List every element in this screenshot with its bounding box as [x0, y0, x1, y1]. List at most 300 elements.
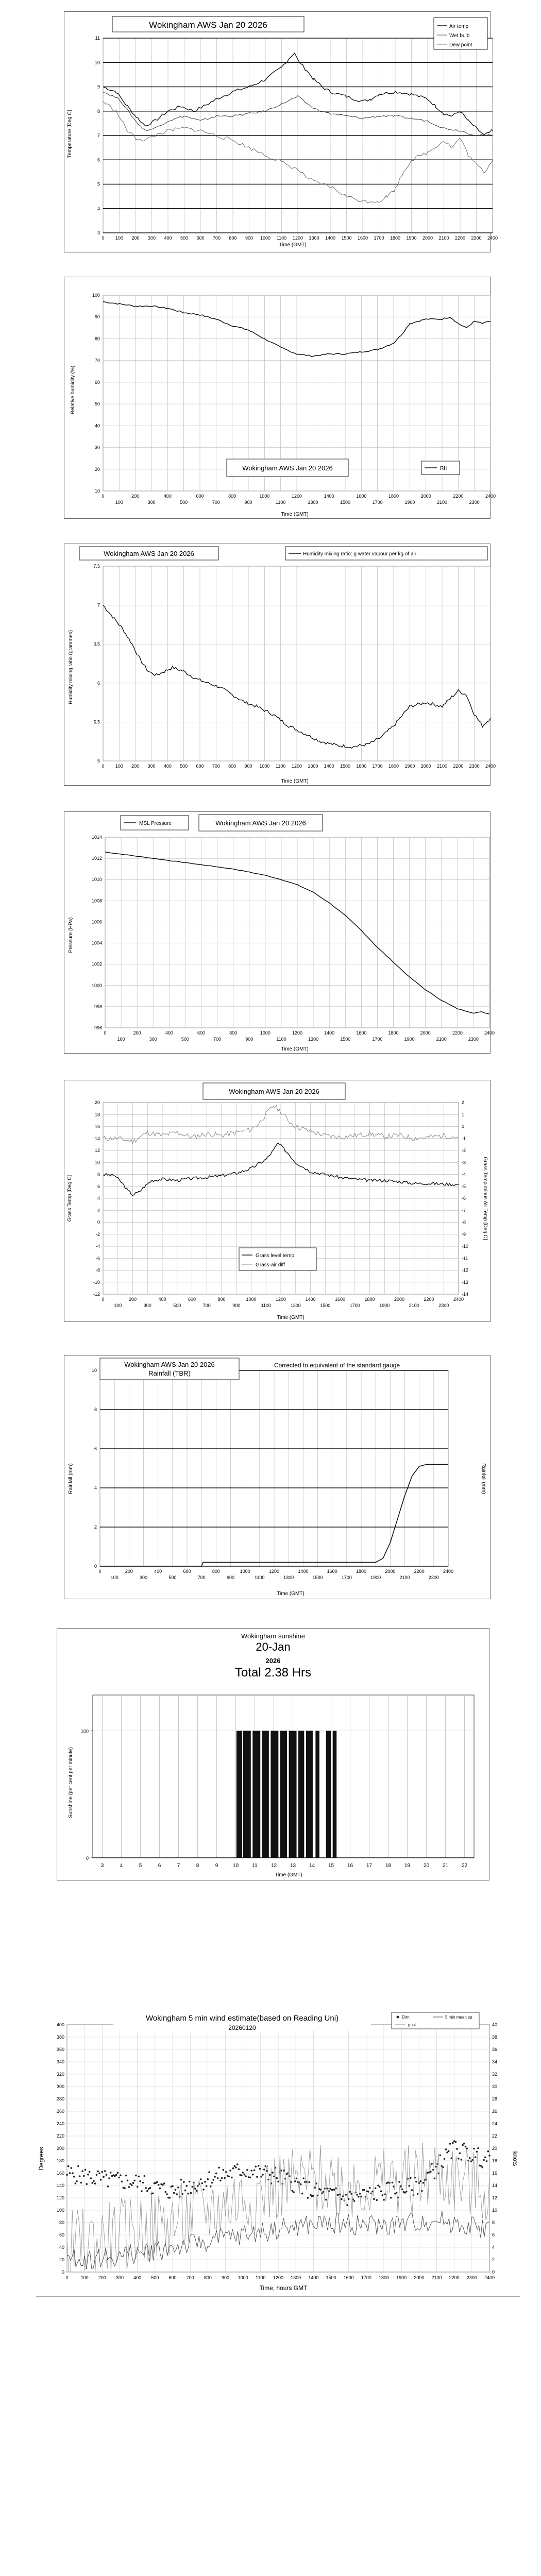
- direction-dot: [159, 2188, 161, 2190]
- direction-dot: [369, 2187, 371, 2189]
- x-tick-label: 2100: [438, 235, 449, 241]
- y-tick-label: 6: [94, 1446, 97, 1451]
- y-tick-label: 10: [94, 1160, 100, 1165]
- direction-dot: [91, 2182, 93, 2184]
- direction-dot: [356, 2194, 358, 2196]
- direction-dot: [302, 2177, 305, 2179]
- direction-dot: [358, 2196, 360, 2198]
- legend-label-grass: Grass level temp: [256, 1253, 295, 1259]
- x-tick-label: 900: [244, 764, 252, 769]
- x-tick-label: 600: [188, 1297, 196, 1302]
- y-tick-label: 4: [97, 206, 100, 211]
- plot-area: [95, 36, 498, 241]
- x-tick-label: 1500: [326, 2275, 336, 2280]
- x-tick-label: 200: [131, 235, 140, 241]
- x-tick-label: 100: [110, 1575, 119, 1580]
- y-tick-label: 340: [56, 2059, 64, 2064]
- x-tick-label: 1300: [308, 764, 318, 769]
- wind-chart: [36, 2009, 520, 2298]
- x-tick-label: 1800: [378, 2275, 390, 2280]
- chart-year: 2026: [265, 1657, 281, 1665]
- y2-tick-label: 14: [492, 2183, 498, 2188]
- x-tick-label: 1200: [291, 764, 302, 769]
- x-tick-label: 1000: [240, 1569, 250, 1574]
- direction-dot: [319, 2189, 322, 2191]
- chart-date: 20-Jan: [256, 1640, 291, 1653]
- direction-dot: [98, 2173, 100, 2175]
- direction-dot: [79, 2175, 81, 2177]
- y-tick-label: 200: [56, 2146, 64, 2151]
- mixing-ratio-chart: [64, 544, 496, 786]
- x-tick-label: 600: [168, 2275, 177, 2280]
- x-tick-label: 600: [197, 1030, 206, 1036]
- x-tick-label: 800: [229, 1030, 238, 1036]
- y-tick-label: 100: [56, 2208, 64, 2213]
- y-tick-label: 2: [97, 1208, 100, 1213]
- y2-tick-label: 10: [492, 2208, 498, 2213]
- x-tick-label: 2200: [449, 2275, 460, 2280]
- direction-dot: [172, 2185, 174, 2188]
- direction-dot: [141, 2190, 143, 2192]
- direction-dot: [202, 2189, 205, 2191]
- wind-chart-panel: [36, 2009, 520, 2298]
- x-tick-label: 800: [204, 2275, 212, 2280]
- direction-dot: [482, 2166, 484, 2168]
- x-tick-label: 700: [212, 235, 221, 241]
- direction-dot: [107, 2185, 109, 2188]
- direction-dot: [70, 2167, 72, 2169]
- direction-dot: [208, 2171, 210, 2173]
- direction-dot: [234, 2165, 236, 2167]
- direction-dot: [173, 2192, 175, 2194]
- direction-dot: [175, 2189, 177, 2191]
- x-tick-label: 900: [245, 235, 253, 241]
- y2-tick-label: 36: [492, 2047, 498, 2052]
- x-tick-label: 200: [131, 764, 140, 769]
- y-tick-label: 11: [95, 36, 100, 41]
- direction-dot: [135, 2175, 137, 2177]
- temperature-chart-panel: [64, 11, 498, 252]
- x-tick-label: 1400: [298, 1569, 309, 1574]
- direction-dot: [110, 2172, 112, 2174]
- x-tick-label: 2200: [453, 764, 464, 769]
- direction-dot: [345, 2194, 347, 2196]
- direction-dot: [124, 2187, 126, 2189]
- direction-dot: [487, 2150, 489, 2153]
- direction-dot: [459, 2153, 461, 2155]
- direction-dot: [476, 2151, 478, 2153]
- direction-dot: [187, 2193, 189, 2195]
- direction-dot: [211, 2182, 213, 2184]
- x-tick-label: 200: [125, 1569, 133, 1574]
- x-tick-label: 1100: [276, 1037, 286, 1042]
- direction-dot: [461, 2159, 463, 2161]
- y-tick-label: 40: [59, 2245, 64, 2250]
- y2-tick-label: -6: [462, 1196, 466, 1201]
- direction-dot: [455, 2141, 457, 2143]
- direction-dot: [340, 2194, 342, 2196]
- direction-dot: [458, 2158, 460, 2160]
- x-tick-label: 1600: [356, 494, 367, 499]
- x-tick-label: 2200: [453, 494, 464, 499]
- x-tick-label: 900: [244, 500, 252, 505]
- direction-dot: [235, 2166, 237, 2168]
- x-tick-label: 15: [328, 1863, 334, 1869]
- y2-tick-label: -12: [462, 1267, 469, 1273]
- y-tick-label: 70: [94, 358, 100, 363]
- y2-tick-label: 2: [492, 2257, 495, 2262]
- x-tick-label: 400: [158, 1297, 166, 1302]
- direction-dot: [383, 2199, 385, 2201]
- x-tick-label: 19: [404, 1863, 411, 1869]
- y-tick-label: 8: [97, 1172, 100, 1177]
- x-tick-label: 1700: [372, 764, 383, 769]
- direction-dot: [294, 2180, 296, 2182]
- x-axis-label: Time (GMT): [281, 512, 309, 517]
- direction-dot: [252, 2174, 254, 2176]
- x-tick-label: 2400: [443, 1569, 454, 1574]
- direction-dot: [238, 2168, 240, 2171]
- direction-dot: [417, 2193, 419, 2195]
- y-axis-label: Relative humidity (%): [70, 365, 76, 415]
- x-tick-label: 700: [213, 1037, 222, 1042]
- direction-dot: [145, 2187, 147, 2189]
- x-tick-label: 0: [102, 1297, 105, 1302]
- chart-title: Wokingham AWS Jan 20 2026: [149, 20, 267, 30]
- x-tick-label: 2300: [428, 1575, 439, 1580]
- y-tick-label: 20: [59, 2257, 64, 2262]
- x-tick-label: 700: [186, 2275, 194, 2280]
- y-tick-label: -4: [95, 1244, 100, 1249]
- y-tick-label: 5: [97, 181, 100, 187]
- y-tick-label: 7: [97, 602, 100, 608]
- y-tick-label: 1012: [91, 856, 102, 861]
- y-tick-label: 1010: [91, 877, 102, 883]
- x-tick-label: 4: [120, 1863, 123, 1869]
- y-tick-label: 6: [97, 1183, 100, 1189]
- x-tick-label: 600: [183, 1569, 191, 1574]
- x-tick-label: 9: [215, 1863, 218, 1869]
- direction-dot: [83, 2175, 85, 2177]
- legend-swatch-dirn: [397, 2016, 399, 2019]
- y-tick-label: 6: [97, 157, 100, 163]
- x-tick-label: 18: [385, 1863, 392, 1869]
- direction-dot: [190, 2192, 192, 2194]
- direction-dot: [281, 2183, 283, 2185]
- direction-dot: [314, 2187, 316, 2189]
- direction-dot: [84, 2169, 87, 2171]
- direction-dot: [106, 2174, 108, 2176]
- y-tick-label: 0: [94, 1564, 97, 1569]
- legend-label-mslp: MSL Pressure: [139, 821, 172, 826]
- chart-total: Total 2.38 Hrs: [234, 1666, 312, 1680]
- direction-dot: [265, 2165, 267, 2167]
- direction-dot: [376, 2199, 378, 2201]
- x-tick-label: 3: [100, 1863, 104, 1869]
- y-tick-label: 3: [97, 230, 100, 235]
- x-tick-label: 1600: [343, 2275, 354, 2280]
- direction-dot: [196, 2190, 198, 2192]
- legend-label-rh: RH: [440, 466, 448, 471]
- y-tick-label: 9: [97, 84, 100, 90]
- y-tick-label: 0: [61, 2269, 64, 2275]
- direction-dot: [87, 2174, 89, 2176]
- direction-dot: [377, 2184, 379, 2187]
- direction-dot: [103, 2176, 105, 2178]
- y2-tick-label: 24: [492, 2121, 498, 2126]
- direction-dot: [446, 2151, 448, 2154]
- x-tick-label: 0: [65, 2275, 69, 2280]
- y2-tick-label: -8: [462, 1219, 466, 1225]
- chart-subtitle: Rainfall (TBR): [148, 1369, 191, 1377]
- y-tick-label: 300: [56, 2084, 64, 2089]
- direction-dot: [218, 2167, 220, 2169]
- direction-dot: [308, 2181, 310, 2183]
- x-tick-label: 300: [147, 235, 156, 241]
- direction-dot: [139, 2180, 141, 2182]
- x-tick-label: 1400: [325, 235, 336, 241]
- y-tick-label: 320: [56, 2072, 64, 2077]
- direction-dot: [470, 2160, 472, 2162]
- direction-dot: [263, 2168, 265, 2171]
- legend-label-dirn: Dirn: [402, 2015, 410, 2020]
- direction-dot: [144, 2175, 146, 2177]
- direction-dot: [96, 2174, 98, 2176]
- x-tick-label: 1700: [349, 1303, 360, 1308]
- direction-dot: [390, 2197, 392, 2199]
- x-tick-label: 400: [165, 1030, 173, 1036]
- y-tick-label: 6: [97, 680, 100, 686]
- x-tick-label: 2200: [454, 235, 466, 241]
- x-tick-label: 16: [347, 1863, 353, 1869]
- y-tick-label: 8: [94, 1407, 97, 1412]
- direction-dot: [434, 2178, 436, 2180]
- direction-dot: [219, 2180, 222, 2182]
- x-tick-label: 1700: [372, 1037, 383, 1042]
- x-tick-label: 1900: [396, 2275, 407, 2280]
- x-tick-label: 0: [104, 1030, 107, 1036]
- direction-dot: [117, 2172, 119, 2174]
- y-tick-label: 80: [94, 336, 100, 342]
- y2-tick-label: -13: [462, 1279, 469, 1285]
- rainfall-chart: [64, 1355, 491, 1599]
- direction-dot: [411, 2189, 413, 2191]
- y-tick-label: 50: [94, 401, 100, 407]
- x-tick-label: 2100: [431, 2275, 442, 2280]
- direction-dot: [229, 2170, 231, 2172]
- direction-dot: [245, 2175, 247, 2177]
- y-tick-label: 80: [59, 2220, 64, 2225]
- direction-dot: [371, 2191, 374, 2193]
- direction-dot: [127, 2180, 129, 2182]
- x-tick-label: 400: [133, 2275, 142, 2280]
- x-axis-label: Time (GMT): [279, 242, 307, 248]
- x-tick-label: 900: [226, 1575, 235, 1580]
- x-tick-label: 500: [173, 1303, 181, 1308]
- x-tick-label: 800: [229, 235, 237, 241]
- direction-dot: [137, 2186, 139, 2188]
- x-tick-label: 2100: [399, 1575, 410, 1580]
- direction-dot: [102, 2171, 104, 2173]
- y2-tick-label: 4: [492, 2245, 495, 2250]
- x-tick-label: 2000: [420, 1030, 431, 1036]
- x-tick-label: 200: [98, 2275, 106, 2280]
- x-tick-label: 2400: [484, 2275, 495, 2280]
- direction-dot: [200, 2178, 202, 2180]
- direction-dot: [250, 2170, 252, 2172]
- x-tick-label: 1500: [340, 500, 351, 505]
- y2-axis-label: Grass Temp minus Air Temp [Deg C]: [482, 1157, 488, 1240]
- x-tick-label: 1900: [370, 1575, 381, 1580]
- direction-dot: [192, 2186, 194, 2188]
- direction-dot: [149, 2187, 151, 2189]
- x-tick-label: 1800: [388, 494, 399, 499]
- y2-tick-label: 8: [492, 2220, 495, 2225]
- direction-dot: [224, 2177, 226, 2179]
- x-tick-label: 300: [143, 1303, 151, 1308]
- direction-dot: [276, 2177, 278, 2179]
- x-tick-label: 1000: [246, 1297, 257, 1302]
- direction-dot: [246, 2169, 248, 2171]
- plot-area: [93, 564, 496, 769]
- direction-dot: [415, 2181, 417, 2183]
- direction-dot: [307, 2197, 309, 2199]
- x-tick-label: 1500: [312, 1575, 323, 1580]
- direction-dot: [429, 2171, 431, 2173]
- x-tick-label: 1900: [404, 1037, 415, 1042]
- x-tick-label: 1200: [292, 1030, 303, 1036]
- direction-dot: [67, 2165, 70, 2167]
- x-tick-label: 13: [290, 1863, 296, 1869]
- x-tick-label: 1000: [238, 2275, 248, 2280]
- y-tick-label: 240: [56, 2121, 64, 2126]
- direction-dot: [66, 2174, 68, 2176]
- x-tick-label: 100: [114, 1303, 122, 1308]
- direction-dot: [120, 2174, 122, 2176]
- y-axis-label: Sunshine (per cent per minute): [68, 1747, 74, 1818]
- x-tick-label: 2000: [422, 235, 433, 241]
- y-tick-label: 10: [94, 60, 100, 65]
- direction-dot: [253, 2170, 256, 2172]
- x-tick-label: 1300: [283, 1575, 294, 1580]
- x-tick-label: 1100: [275, 500, 286, 505]
- y2-tick-label: 2: [462, 1100, 465, 1105]
- y-tick-label: 998: [94, 1004, 102, 1009]
- x-tick-label: 2200: [424, 1297, 434, 1302]
- direction-dot: [114, 2175, 116, 2177]
- direction-dot: [128, 2186, 130, 2188]
- plot-area: [81, 1695, 474, 1869]
- legend-label-wet: Wet bulb: [449, 33, 470, 39]
- y-tick-label: 1002: [91, 961, 102, 967]
- y-tick-label: 100: [80, 1728, 89, 1734]
- direction-dot: [348, 2198, 350, 2200]
- direction-dot: [275, 2167, 277, 2169]
- x-tick-label: 6: [158, 1863, 161, 1869]
- y-tick-label: 260: [56, 2109, 64, 2114]
- x-tick-label: 800: [228, 764, 236, 769]
- direction-dot: [236, 2163, 239, 2165]
- direction-dot: [392, 2182, 394, 2184]
- chart-title: Wokingham AWS Jan 20 2026: [242, 464, 333, 472]
- chart-title: Wokingham AWS Jan 20 2026: [229, 1088, 319, 1095]
- x-tick-label: 2400: [453, 1297, 464, 1302]
- x-tick-label: 900: [232, 1303, 241, 1308]
- y-tick-label: 0: [86, 1856, 89, 1861]
- direction-dot: [466, 2148, 468, 2150]
- x-tick-label: 2300: [469, 764, 480, 769]
- y-tick-label: -6: [95, 1256, 100, 1261]
- direction-dot: [313, 2195, 315, 2197]
- x-tick-label: 1800: [388, 764, 399, 769]
- direction-dot: [410, 2177, 412, 2179]
- x-tick-label: 1100: [275, 764, 286, 769]
- direction-dot: [469, 2157, 471, 2159]
- y2-tick-label: -3: [462, 1160, 466, 1165]
- direction-dot: [221, 2177, 223, 2179]
- x-tick-label: 2100: [436, 500, 448, 505]
- direction-dot: [272, 2172, 274, 2174]
- y-axis-label: Degrees: [38, 2147, 45, 2171]
- mixing-ratio-chart-panel: [64, 544, 496, 786]
- direction-dot: [86, 2183, 88, 2185]
- y-tick-label: 360: [56, 2047, 64, 2052]
- y-tick-label: 1004: [91, 940, 102, 946]
- direction-dot: [231, 2177, 233, 2179]
- y2-tick-label: 34: [492, 2059, 498, 2064]
- x-tick-label: 2100: [436, 764, 448, 769]
- x-tick-label: 1800: [390, 235, 401, 241]
- x-tick-label: 1200: [291, 494, 302, 499]
- direction-dot: [217, 2177, 219, 2179]
- x-tick-label: 1500: [341, 235, 352, 241]
- direction-dot: [125, 2175, 127, 2177]
- x-tick-label: 11: [252, 1863, 258, 1869]
- y-tick-label: 160: [56, 2171, 64, 2176]
- correction-note: Corrected to equivalent of the standard gauge: [274, 1362, 400, 1369]
- y-tick-label: 20: [94, 1100, 100, 1105]
- direction-dot: [353, 2200, 356, 2202]
- x-tick-label: 300: [147, 764, 156, 769]
- legend-label-gust: gust: [408, 2023, 416, 2027]
- x-tick-label: 900: [221, 2275, 230, 2280]
- y-tick-label: 2: [94, 1524, 97, 1530]
- x-tick-label: 2100: [409, 1303, 419, 1308]
- x-tick-label: 1600: [356, 1030, 367, 1036]
- x-tick-label: 2400: [487, 235, 498, 241]
- direction-dot: [456, 2148, 458, 2150]
- sunshine-chart: [57, 1628, 489, 1880]
- direction-dot: [477, 2147, 479, 2149]
- direction-dot: [108, 2177, 110, 2179]
- direction-dot: [310, 2194, 312, 2196]
- y-tick-label: 5.5: [93, 719, 100, 725]
- x-tick-label: 1600: [334, 1297, 346, 1302]
- direction-dot: [184, 2190, 187, 2192]
- y2-tick-label: -1: [462, 1136, 466, 1141]
- direction-dot: [186, 2185, 188, 2187]
- x-tick-label: 2000: [414, 2275, 425, 2280]
- x-tick-label: 1600: [327, 1569, 337, 1574]
- direction-dot: [214, 2176, 216, 2178]
- direction-dot: [445, 2148, 447, 2150]
- direction-dot: [183, 2181, 185, 2183]
- x-tick-label: 1800: [356, 1569, 367, 1574]
- direction-dot: [323, 2191, 325, 2193]
- direction-dot: [269, 2174, 271, 2176]
- chart-title: Wokingham sunshine: [241, 1632, 306, 1640]
- direction-dot: [166, 2193, 168, 2195]
